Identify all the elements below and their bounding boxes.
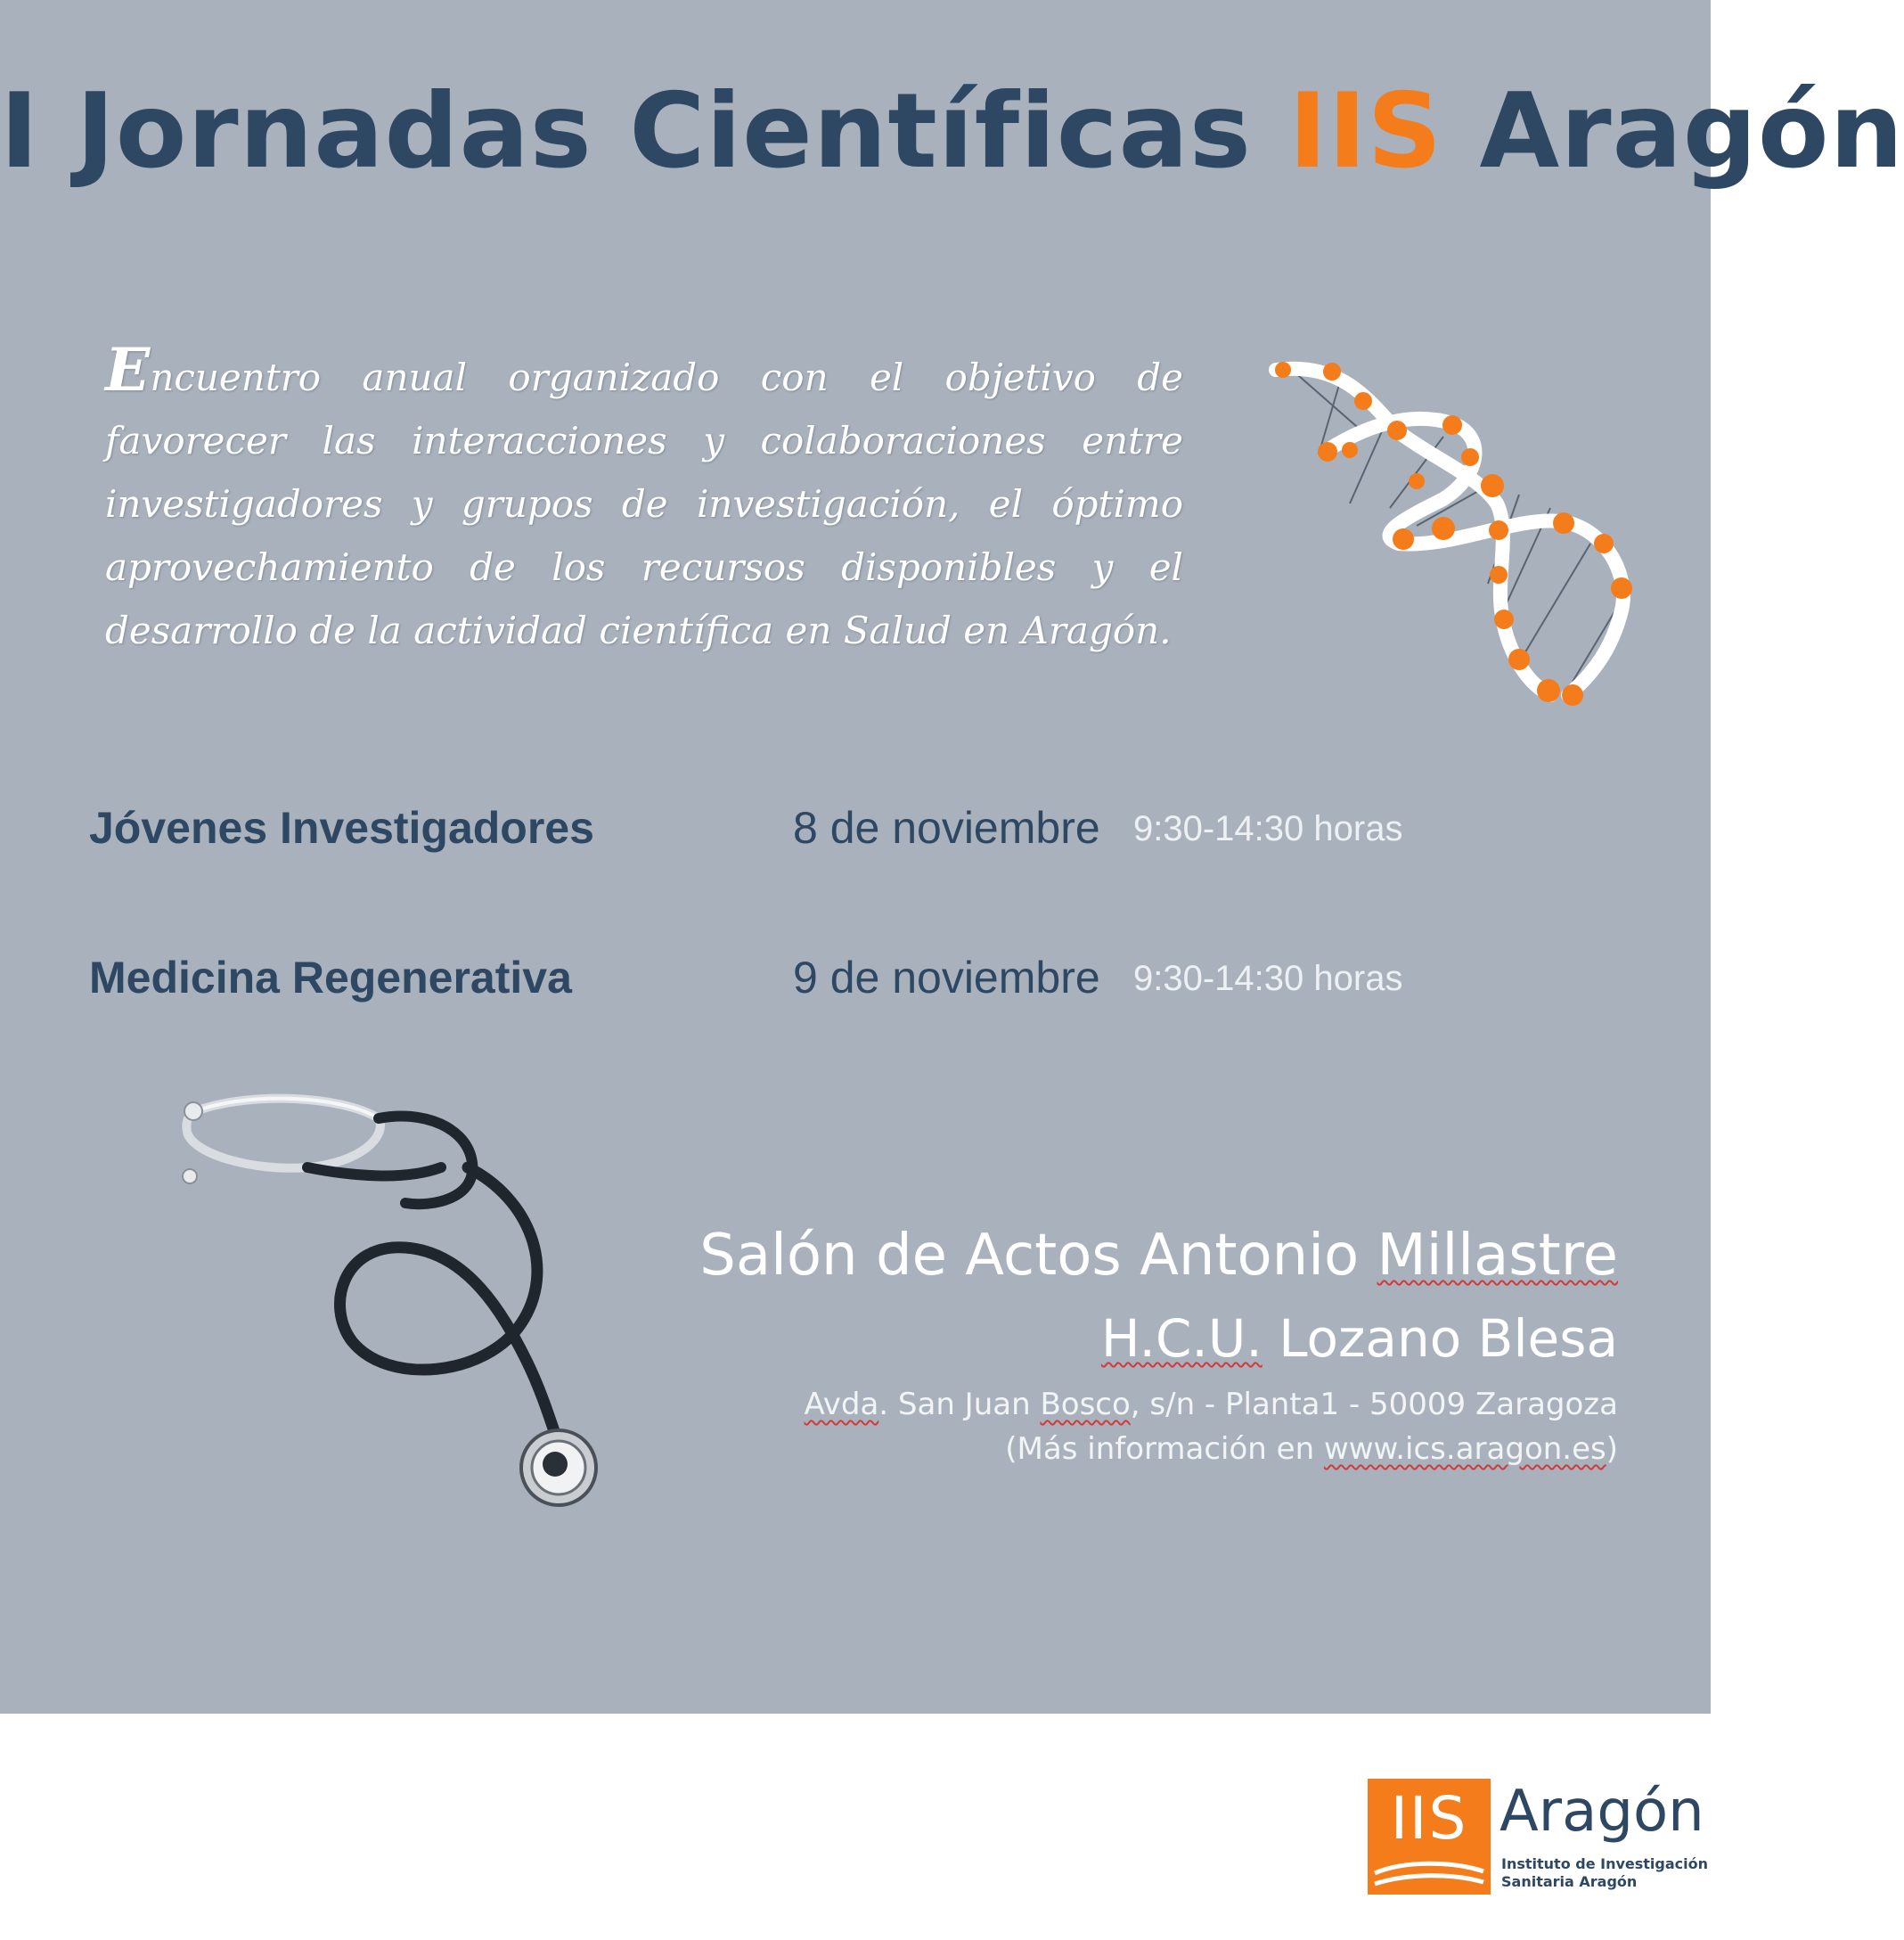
logo-wave-icon — [1368, 1854, 1491, 1895]
session-date: 8 de noviembre — [793, 803, 1100, 853]
stethoscope-illustration — [174, 1092, 619, 1519]
address-part: , s/n - Planta1 - 50009 Zaragoza — [1130, 1387, 1618, 1422]
venue-hospital-abbr: H.C.U. — [1100, 1308, 1263, 1369]
logo-name: Aragón — [1500, 1779, 1704, 1845]
page-title — [0, 71, 1904, 192]
title-part-iis: IIS — [1288, 71, 1443, 192]
logo-mark-text: IIS — [1390, 1784, 1468, 1853]
session-topic: Medicina Regenerativa — [89, 953, 572, 1003]
intro-paragraph — [105, 335, 1183, 662]
session-time: 9:30-14:30 horas — [1133, 959, 1403, 998]
session-time: 9:30-14:30 horas — [1133, 809, 1403, 848]
intro-initial: E — [105, 335, 151, 405]
intro-text: ncuentro anual organizado con el objetivo de favorecer las interacciones y colaboraciones entre investigadores y grupos de investigación, el óptimo aprovechamiento de los recursos disponibles y el desarrollo de la actividad científica en Salud en Aragón. — [105, 356, 1183, 652]
logo-subtitle: Sanitaria Aragón — [1501, 1873, 1638, 1890]
address-part: Bosco — [1040, 1387, 1131, 1422]
title-part-aragon: Aragón — [1479, 71, 1904, 192]
info-prefix: (Más información en — [1005, 1431, 1324, 1467]
session-topic: Jóvenes Investigadores — [89, 803, 594, 853]
logo-mark — [1368, 1779, 1491, 1895]
venue-hall-name: Millastre — [1377, 1223, 1618, 1289]
address-part: Avda — [804, 1387, 879, 1422]
venue-hospital-name: Lozano Blesa — [1262, 1308, 1618, 1369]
session-row — [0, 802, 1711, 873]
venue-hall-text: Salón de Actos Antonio — [699, 1223, 1377, 1289]
iis-aragon-logo — [1368, 1779, 1709, 1899]
info-suffix: ) — [1606, 1431, 1618, 1467]
info-link[interactable]: www.ics.aragon.es — [1323, 1431, 1606, 1467]
venue-hospital — [638, 1308, 1618, 1369]
session-row — [0, 952, 1711, 1023]
address-part: . San Juan — [878, 1387, 1041, 1422]
dna-helix-illustration — [1265, 352, 1657, 717]
title-part-1: I Jornadas Científicas — [0, 71, 1252, 192]
logo-subtitle: Instituto de Investigación — [1501, 1855, 1709, 1872]
venue-hall — [638, 1223, 1618, 1289]
session-date: 9 de noviembre — [793, 953, 1100, 1003]
venue-address — [638, 1387, 1618, 1422]
venue-info — [638, 1431, 1618, 1467]
